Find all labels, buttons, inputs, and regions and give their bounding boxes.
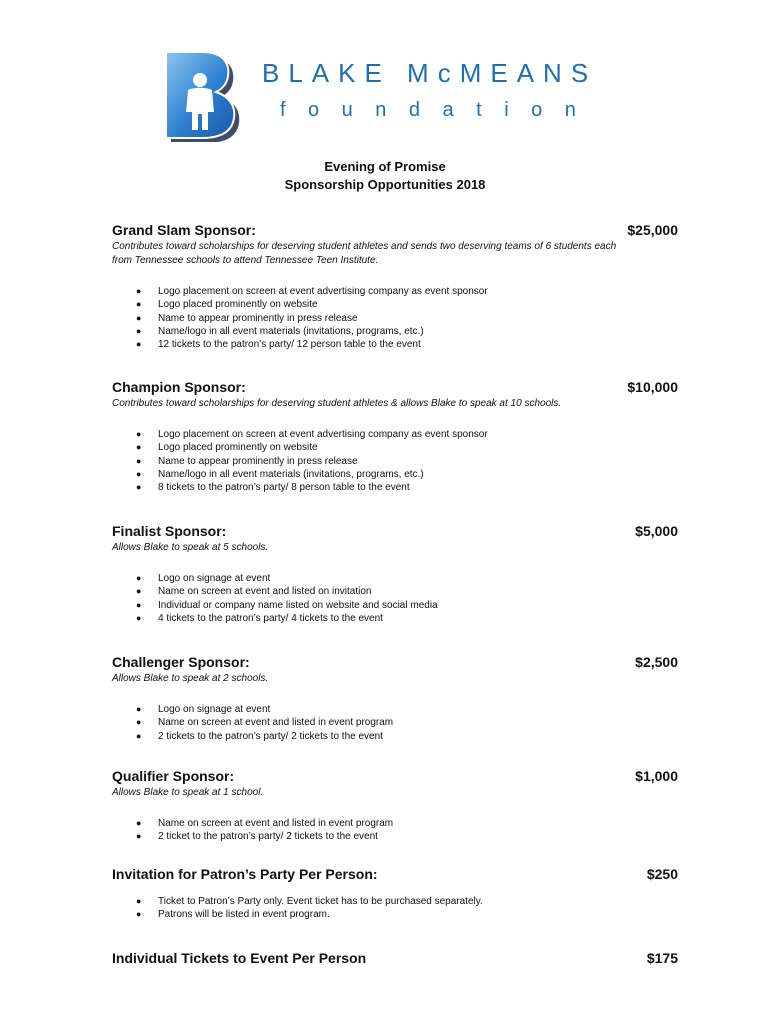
bullet-icon: ● xyxy=(136,312,142,323)
section-price: $2,500 xyxy=(635,654,678,670)
list-item: ● Name on screen at event and listed on invitation xyxy=(136,586,372,598)
section-header xyxy=(112,767,678,785)
section-header xyxy=(112,221,678,239)
list-item: ● Logo on signage at event xyxy=(136,573,271,584)
section-description: Contributes toward scholarships for deserving student athletes and sends two deserving teams of 6 students each from Tennessee schools to attend Tennessee Teen Institute. xyxy=(112,241,617,266)
brand-name: BLAKE McMEANS xyxy=(262,58,598,88)
section-name: Individual Tickets to Event Per Person xyxy=(112,950,367,966)
brand-wordmark xyxy=(262,58,598,122)
section-description: Contributes toward scholarships for deserving student athletes & allows Blake to speak at 10 schools. xyxy=(112,398,562,409)
bullet-icon: ● xyxy=(136,818,142,828)
list-item: ● 12 tickets to the patron’s party/ 12 person table to the event xyxy=(136,339,421,351)
benefit-list xyxy=(112,285,678,351)
section-price: $175 xyxy=(646,950,678,966)
section-price: $1,000 xyxy=(635,768,678,784)
list-item: ● Logo placement on screen at event advertising company as event sponsor xyxy=(136,429,488,440)
list-item: ● 4 tickets to the patron’s party/ 4 tickets to the event xyxy=(136,612,383,624)
list-item: ● 2 tickets to the patron’s party/ 2 tickets to the event xyxy=(136,730,383,742)
bullet-icon: ● xyxy=(136,586,142,597)
sponsor-section-finalist xyxy=(112,522,678,625)
benefit-list xyxy=(112,703,678,743)
bullet-icon: ● xyxy=(136,299,142,310)
individual-tickets-section xyxy=(112,949,678,967)
bullet-icon: ● xyxy=(136,704,142,714)
list-item: ● Logo placement on screen at event advertising company as event sponsor xyxy=(136,286,488,297)
section-name: Finalist Sponsor: xyxy=(112,523,227,539)
section-header xyxy=(112,949,678,967)
title-line-2: Sponsorship Opportunities 2018 xyxy=(284,177,486,192)
list-item: ● 8 tickets to the patron’s party/ 8 person table to the event xyxy=(136,482,410,494)
bullet-icon: ● xyxy=(136,286,142,296)
section-name: Challenger Sponsor: xyxy=(112,654,250,670)
benefit-list xyxy=(112,428,678,494)
section-name: Grand Slam Sponsor: xyxy=(112,222,256,238)
sponsor-section-challenger xyxy=(112,653,678,743)
bullet-icon: ● xyxy=(136,612,142,623)
bullet-icon: ● xyxy=(136,482,142,493)
section-header xyxy=(112,653,678,671)
foundation-logo xyxy=(160,50,240,142)
list-item: ● Name to appear prominently in press release xyxy=(136,455,358,467)
list-item: ● Logo on signage at event xyxy=(136,704,271,715)
list-item: ● Individual or company name listed on website and social media xyxy=(136,599,438,611)
section-name: Invitation for Patron’s Party Per Person: xyxy=(112,866,378,882)
bullet-icon: ● xyxy=(136,730,142,741)
section-description: Allows Blake to speak at 1 school. xyxy=(112,787,264,798)
title-line-1: Evening of Promise xyxy=(324,159,446,174)
bullet-icon: ● xyxy=(136,339,142,350)
list-item: ● Patrons will be listed in event program. xyxy=(136,909,330,921)
section-name: Champion Sponsor: xyxy=(112,379,246,395)
list-item: ● 2 ticket to the patron’s party/ 2 tickets to the event xyxy=(136,831,378,843)
brand-subtitle: foundation xyxy=(280,99,599,121)
patron-party-section xyxy=(112,865,678,922)
section-header xyxy=(112,378,678,396)
bullet-icon: ● xyxy=(136,909,142,920)
bullet-icon: ● xyxy=(136,717,142,728)
list-item: ● Name/logo in all event materials (invitations, programs, etc.) xyxy=(136,325,424,337)
sponsor-section-champion xyxy=(112,378,678,494)
b-person-logo-icon xyxy=(160,50,240,142)
sponsor-section-grand-slam xyxy=(112,221,678,351)
bullet-icon: ● xyxy=(136,429,142,439)
bullet-icon: ● xyxy=(136,599,142,610)
bullet-icon: ● xyxy=(136,573,142,583)
list-item: ● Logo placed prominently on website xyxy=(136,442,318,454)
list-item: ● Logo placed prominently on website xyxy=(136,299,318,311)
document-title xyxy=(0,158,770,194)
bullet-icon: ● xyxy=(136,896,142,906)
section-price: $5,000 xyxy=(635,523,678,539)
section-description: Allows Blake to speak at 5 schools. xyxy=(112,542,269,553)
bullet-icon: ● xyxy=(136,455,142,466)
bullet-icon: ● xyxy=(136,325,142,336)
section-price: $10,000 xyxy=(627,379,678,395)
benefit-list xyxy=(112,895,678,922)
bullet-icon: ● xyxy=(136,442,142,453)
section-price: $250 xyxy=(646,866,678,882)
section-header xyxy=(112,522,678,540)
list-item: ● Name on screen at event and listed in event program xyxy=(136,818,394,829)
list-item: ● Name on screen at event and listed in event program xyxy=(136,717,394,729)
section-header xyxy=(112,865,678,883)
bullet-icon: ● xyxy=(136,831,142,842)
bullet-icon: ● xyxy=(136,468,142,479)
benefit-list xyxy=(112,817,678,844)
section-name: Qualifier Sponsor: xyxy=(112,768,235,784)
sponsor-section-qualifier xyxy=(112,767,678,844)
section-description: Allows Blake to speak at 2 schools. xyxy=(112,673,269,684)
benefit-list xyxy=(112,572,678,625)
list-item: ● Name/logo in all event materials (invitations, programs, etc.) xyxy=(136,468,424,480)
section-price: $25,000 xyxy=(627,222,678,238)
list-item: ● Name to appear prominently in press release xyxy=(136,312,358,324)
list-item: ● Ticket to Patron’s Party only. Event ticket has to be purchased separately. xyxy=(136,896,483,907)
